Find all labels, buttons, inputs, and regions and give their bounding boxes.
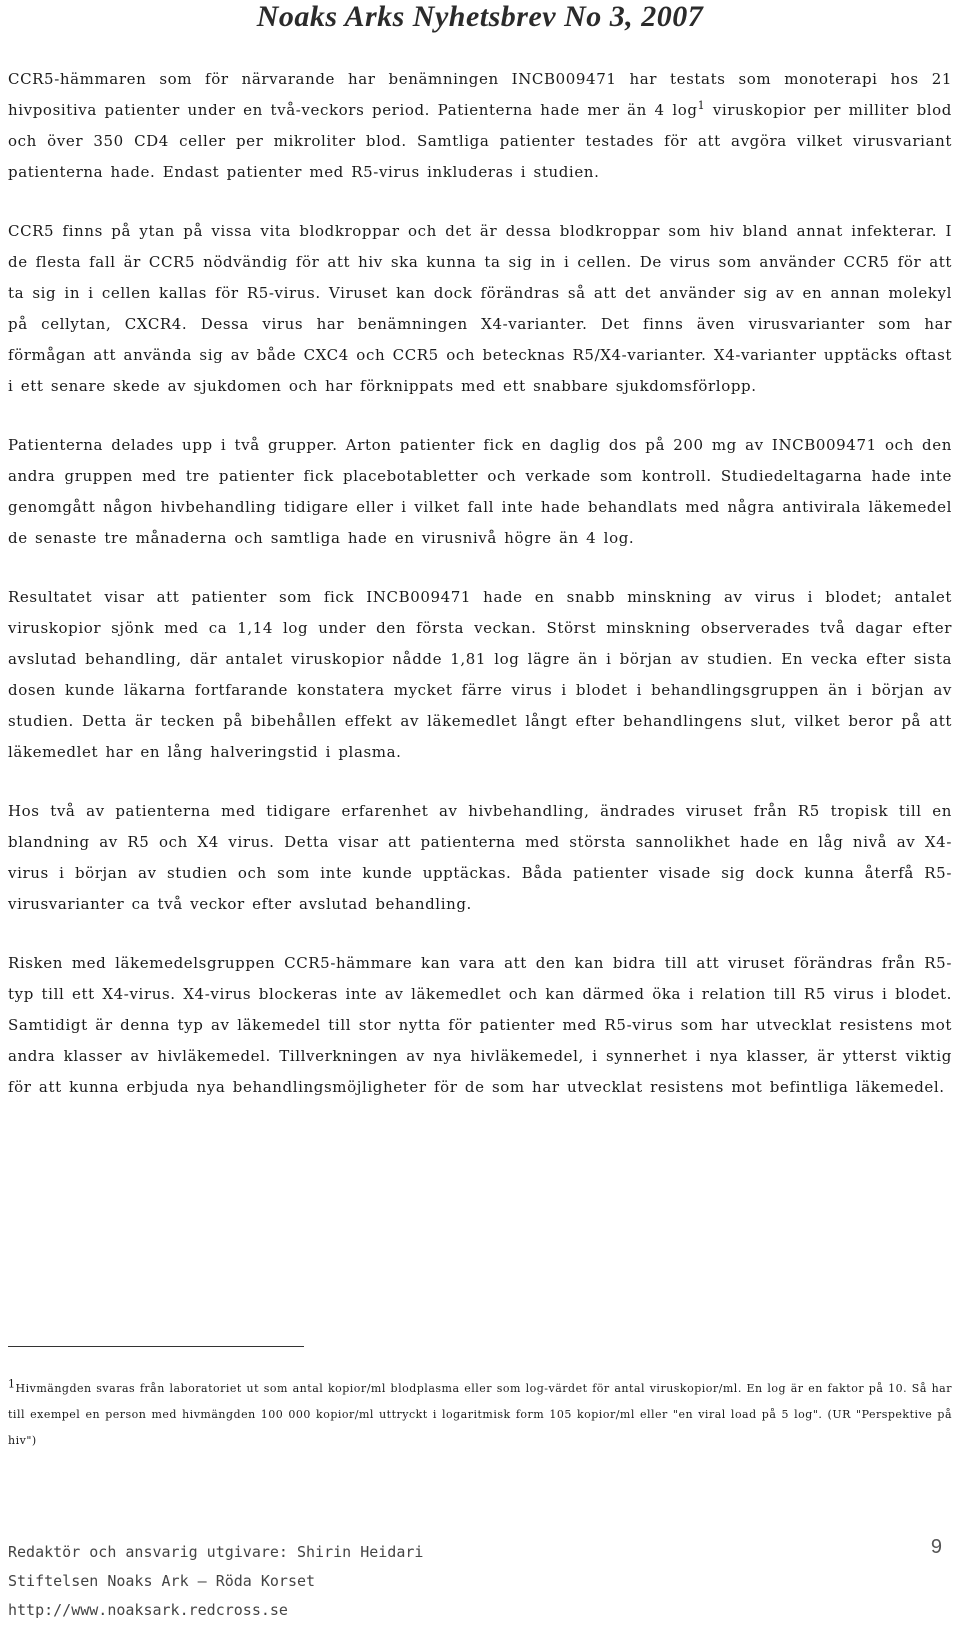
footnote-divider — [8, 1346, 304, 1347]
paragraph-study-intro — [8, 64, 952, 188]
paragraph-risks: Risken med läkemedelsgruppen CCR5-hämmare kan vara att den kan bidra till att viruset förändras från R5-typ till ett X4-virus. X4-virus blockeras inte av läkemedlet och kan därmed öka i relation till R5 virus i blodet. Samtidigt är denna typ av läkemedel till stor nytta för patienter med R5-virus som har utvecklat resistens mot andra klasser av hivläkemedel. Tillverkningen av nya hivläkemedel, i synnerhet i nya klasser, är ytterst viktig för att kunna erbjuda nya behandlingsmöjligheter för de som har utvecklat resistens mot befintliga läkemedel. — [8, 954, 952, 1096]
footer-url: http://www.noaksark.redcross.se — [8, 1601, 288, 1619]
paragraph-text: CCR5-hämmaren som för närvarande har benämningen INCB009471 har testats som monoterapi hos 21 hivpositiva patienter under en två-veckors period. Patienterna hade mer än 4 log — [8, 70, 952, 119]
paragraph-text: viruskopior per milliter blod och över 350 CD4 celler per mikroliter blod. Samtliga patienter testades för att avgöra vilket virusvariant patienterna hade. Endast patienter med R5-virus inkluderas i studien. — [8, 101, 953, 181]
footnote-reference: 1 — [697, 99, 706, 112]
footer-editor: Redaktör och ansvarig utgivare: Shirin Heidari — [8, 1543, 424, 1561]
page-footer — [8, 1538, 708, 1625]
page-number: 9 — [930, 1536, 942, 1558]
paragraph-ccr5-background: CCR5 finns på ytan på vissa vita blodkroppar och det är dessa blodkroppar som hiv bland annat infekterar. I de flesta fall är CCR5 nödvändig för att hiv ska kunna ta sig in i cellen. De virus som använder CCR5 för att ta sig in i cellen kallas för R5-virus. Viruset kan dock förändras så att det använder sig av en annan molekyl på cellytan, CXCR4. Dessa virus har benämningen X4-varianter. Det finns även virusvarianter som har förmågan att använda sig av både CXC4 och CCR5 och betecknas R5/X4-varianter. X4-varianter upptäcks oftast i ett senare skede av sjukdomen och har förknippats med ett snabbare sjukdomsförlopp. — [8, 222, 952, 395]
paragraph-virus-shift: Hos två av patienterna med tidigare erfarenhet av hivbehandling, ändrades viruset från R5 tropisk till en blandning av R5 och X4 virus. Detta visar att patienterna med största sannolikhet hade en låg nivå av X4-virus i början av studien och som inte kunde upptäckas. Båda patienter visade sig dock kunna återfå R5-virusvarianter ca två veckor efter avslutad behandling. — [8, 802, 952, 913]
footnote-marker: 1 — [8, 1377, 16, 1391]
page-title: Noaks Arks Nyhetsbrev No 3, 2007 — [256, 0, 704, 33]
article-body — [8, 64, 952, 1131]
footnote-text: Hivmängden svaras från laboratoriet ut som antal kopior/ml blodplasma eller som log-värdet för antal viruskopior/ml. En log är en faktor på 10. Så har till exempel en person med hivmängden 100 000 kopior/ml uttryckt i logaritmisk form 105 kopior/ml eller "en viral load på 5 log". (UR "Perspektive på hiv") — [8, 1382, 952, 1447]
footnote — [8, 1376, 952, 1454]
paragraph-study-groups: Patienterna delades upp i två grupper. Arton patienter fick en daglig dos på 200 mg av INCB009471 och den andra gruppen med tre patienter fick placebotabletter och verkade som kontroll. Studiedeltagarna hade inte genomgått någon hivbehandling tidigare eller i vilket fall inte hade behandlats med några antivirala läkemedel de senaste tre månaderna och samtliga hade en virusnivå högre än 4 log. — [8, 436, 952, 547]
paragraph-results: Resultatet visar att patienter som fick INCB009471 hade en snabb minskning av virus i blodet; antalet viruskopior sjönk med ca 1,14 log under den första veckan. Störst minskning observerades två dagar efter avslutad behandling, där antalet viruskopior nådde 1,81 log lägre än i början av studien. En vecka efter sista dosen kunde läkarna fortfarande konstatera mycket färre virus i blodet i behandlingsgruppen än i början av studien. Detta är tecken på bibehållen effekt av läkemedlet långt efter behandlingens slut, vilket beror på att läkemedlet har en lång halveringstid i plasma. — [8, 588, 952, 761]
footer-organization: Stiftelsen Noaks Ark – Röda Korset — [8, 1572, 316, 1590]
